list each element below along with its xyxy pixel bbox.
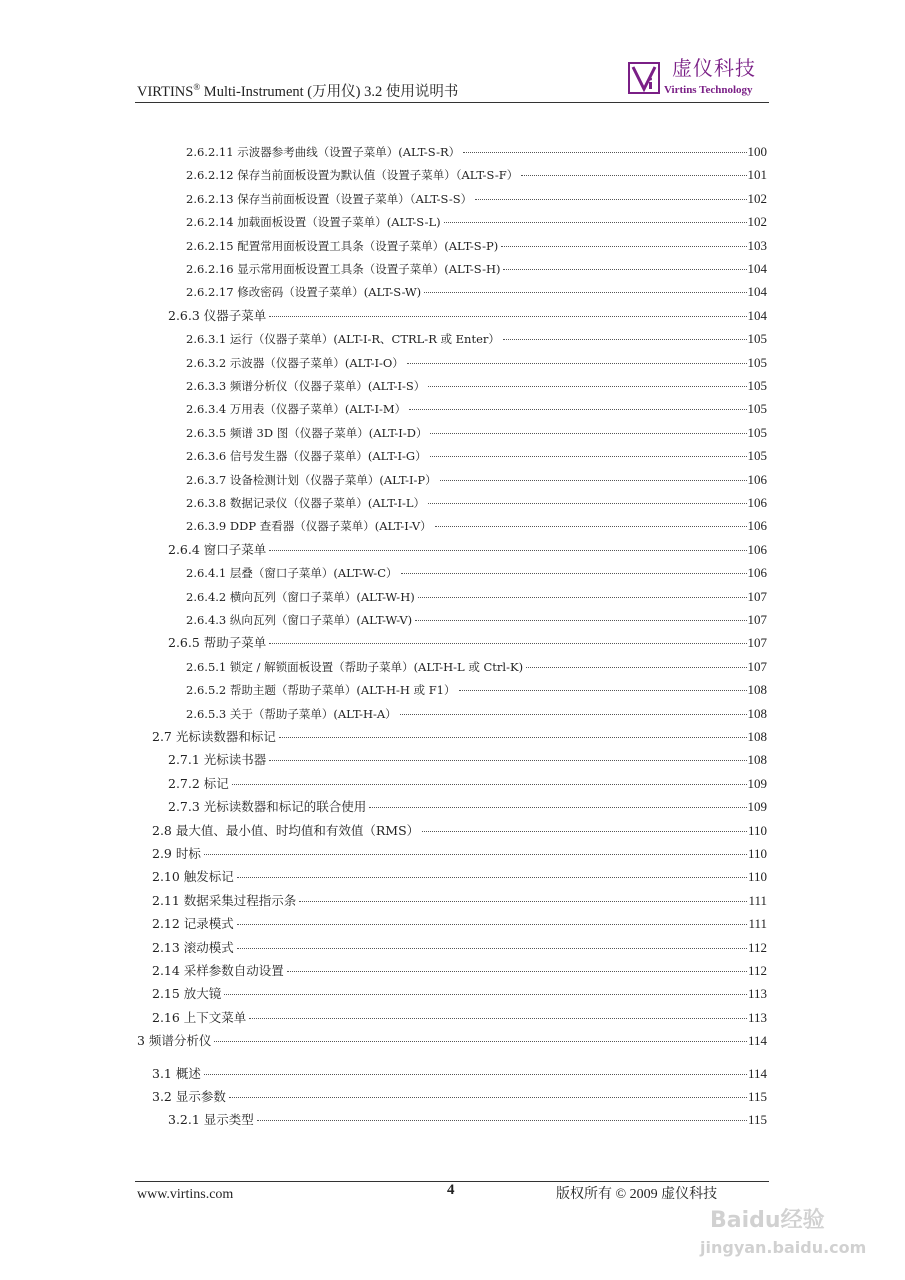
toc-entry-label: 2.6.4.1 层叠（窗口子菜单）(ALT-W-C） <box>186 566 398 581</box>
company-logo <box>628 58 768 100</box>
toc-entry-label: 2.6.3.6 信号发生器（仪器子菜单）(ALT-I-G） <box>186 449 427 464</box>
toc-entry-page: 108 <box>747 682 767 698</box>
dot-leader <box>440 480 747 481</box>
toc-entry-page: 110 <box>747 846 767 861</box>
dot-leader <box>237 924 748 925</box>
toc-entry-page: 107 <box>747 588 767 604</box>
toc-entry-label: 3.1 概述 <box>152 1065 201 1081</box>
dot-leader <box>224 994 747 995</box>
toc-entry-page: 108 <box>747 752 767 768</box>
toc-entry-label: 2.6.3.4 万用表（仪器子菜单）(ALT-I-M） <box>186 402 407 417</box>
toc-entry[interactable] <box>152 866 767 888</box>
toc-entry-page: 106 <box>747 565 767 581</box>
toc-entry-label: 2.14 采样参数自动设置 <box>152 963 284 978</box>
toc-entry-page: 101 <box>747 167 767 183</box>
watermark-logo-text: Baidu经验 <box>710 1208 825 1233</box>
toc-entry-page: 110 <box>747 869 767 885</box>
toc-entry-label: 2.7 光标读数器和标记 <box>152 729 276 744</box>
toc-entry[interactable] <box>168 632 767 654</box>
toc-entry[interactable] <box>152 983 767 1005</box>
dot-leader <box>503 269 746 270</box>
dot-leader <box>214 1041 747 1042</box>
toc-entry[interactable] <box>186 328 767 350</box>
toc-entry[interactable] <box>186 586 767 608</box>
toc-entry-page: 105 <box>747 354 767 370</box>
dot-leader <box>521 175 746 176</box>
dot-leader <box>444 222 747 223</box>
toc-entry-page: 106 <box>747 495 767 510</box>
logo-english-name: Virtins Technology <box>664 84 753 96</box>
toc-entry-label: 2.6.5.2 帮助主题（帮助子菜单）(ALT-H-H 或 F1） <box>186 683 456 698</box>
footer-copyright: 版权所有 © 2009 虚仪科技 <box>556 1187 718 1202</box>
page-number: 4 <box>447 1182 455 1198</box>
toc-entry[interactable] <box>168 539 767 561</box>
toc-entry[interactable] <box>186 352 767 374</box>
dot-leader <box>407 363 747 364</box>
toc-entry-page: 107 <box>747 635 767 651</box>
toc-entry-label: 2.13 滚动模式 <box>152 939 234 955</box>
toc-entry-label: 2.10 触发标记 <box>152 869 234 885</box>
toc-entry[interactable] <box>152 960 767 982</box>
toc-entry[interactable] <box>168 305 767 327</box>
toc-entry-page: 108 <box>747 729 767 744</box>
dot-leader <box>430 433 746 434</box>
toc-entry[interactable] <box>152 1063 767 1085</box>
toc-entry[interactable] <box>186 258 767 280</box>
toc-entry-label: 2.6.3.3 频谱分析仪（仪器子菜单）(ALT-I-S） <box>186 379 426 393</box>
toc-entry-page: 106 <box>747 518 767 534</box>
toc-entry-label: 2.6.3.9 DDP 查看器（仪器子菜单）(ALT-I-V） <box>186 519 432 534</box>
dot-leader <box>299 901 747 902</box>
dot-leader <box>279 737 747 738</box>
toc-entry[interactable] <box>186 422 767 444</box>
toc-entry-page: 111 <box>748 892 767 908</box>
dot-leader <box>204 1074 747 1075</box>
dot-leader <box>422 831 747 832</box>
watermark-url: jingyan.baidu.com <box>700 1238 867 1257</box>
toc-entry-page: 109 <box>747 775 767 791</box>
dot-leader <box>400 714 747 715</box>
dot-leader <box>501 246 746 247</box>
dot-leader <box>459 690 747 691</box>
dot-leader <box>269 760 746 761</box>
toc-entry-label: 2.7.3 光标读数器和标记的联合使用 <box>168 799 367 815</box>
toc-entry-page: 106 <box>747 471 767 487</box>
toc-entry-label: 2.6.2.15 配置常用面板设置工具条（设置子菜单）(ALT-S-P) <box>186 238 499 253</box>
toc-entry-label: 2.6.3 仪器子菜单 <box>168 307 267 323</box>
dot-leader <box>418 597 747 598</box>
toc-entry-label: 3.2 显示参数 <box>152 1089 226 1104</box>
toc-entry-label: 2.12 记录模式 <box>152 916 234 932</box>
toc-entry-page: 111 <box>748 916 767 932</box>
toc-entry-page: 108 <box>747 705 767 721</box>
toc-entry[interactable] <box>152 726 767 748</box>
dot-leader <box>401 573 747 574</box>
toc-entry-label: 2.6.3.2 示波器（仪器子菜单）(ALT-I-O） <box>186 355 404 370</box>
toc-entry-label: 2.6.4.2 横向瓦列（窗口子菜单）(ALT-W-H) <box>186 589 415 604</box>
document-header-title <box>137 80 458 101</box>
dot-leader <box>249 1018 747 1019</box>
toc-entry-page: 102 <box>747 190 767 206</box>
toc-entry-page: 113 <box>747 1009 767 1025</box>
dot-leader <box>269 643 746 644</box>
toc-entry[interactable] <box>168 1109 767 1131</box>
toc-entry[interactable] <box>186 445 767 467</box>
dot-leader <box>428 386 746 387</box>
toc-entry[interactable] <box>168 796 767 818</box>
dot-leader <box>475 199 746 200</box>
toc-entry[interactable] <box>186 188 767 210</box>
toc-entry[interactable] <box>186 679 767 701</box>
toc-entry[interactable] <box>152 937 767 959</box>
toc-entry[interactable] <box>186 562 767 584</box>
toc-entry[interactable] <box>152 820 767 842</box>
toc-entry-label: 2.6.2.11 示波器参考曲线（设置子菜单）(ALT-S-R） <box>186 145 461 159</box>
toc-entry-label: 2.8 最大值、最小值、时均值和有效值（RMS） <box>152 822 420 838</box>
toc-entry[interactable] <box>186 398 767 420</box>
toc-entry[interactable] <box>186 141 767 163</box>
toc-entry-label: 2.6.4.3 纵向瓦列（窗口子菜单）(ALT-W-V) <box>186 613 413 627</box>
dot-leader <box>430 456 747 457</box>
dot-leader <box>369 807 746 808</box>
toc-entry[interactable] <box>152 1007 767 1029</box>
toc-entry-page: 100 <box>747 144 767 159</box>
footer-website: www.virtins.com <box>137 1187 234 1202</box>
dot-leader <box>269 316 746 317</box>
header-brand: VIRTINS <box>137 84 194 100</box>
toc-entry[interactable] <box>186 281 767 303</box>
toc-entry[interactable] <box>186 164 767 186</box>
toc-entry-page: 107 <box>747 612 767 627</box>
toc-entry-label: 2.6.2.16 显示常用面板设置工具条（设置子菜单）(ALT-S-H) <box>186 262 501 276</box>
toc-entry[interactable] <box>186 469 767 491</box>
dot-leader <box>232 784 747 785</box>
toc-entry-label: 2.6.2.13 保存当前面板设置（设置子菜单）（ALT-S-S） <box>186 191 473 206</box>
toc-entry-label: 2.7.2 标记 <box>168 775 229 791</box>
toc-entry-label: 2.6.2.14 加载面板设置（设置子菜单）(ALT-S-L) <box>186 215 441 230</box>
dot-leader <box>424 292 746 293</box>
logo-chinese-name: 虚仪科技 <box>672 56 756 80</box>
toc-entry-page: 112 <box>747 939 767 955</box>
toc-entry-label: 2.6.4 窗口子菜单 <box>168 541 267 557</box>
toc-entry[interactable] <box>152 1086 767 1108</box>
toc-entry-label: 2.6.2.17 修改密码（设置子菜单）(ALT-S-W) <box>186 285 422 300</box>
toc-entry[interactable] <box>168 749 767 771</box>
toc-entry-label: 2.15 放大镜 <box>152 986 222 1002</box>
header-divider <box>135 102 769 103</box>
toc-entry[interactable] <box>186 211 767 233</box>
toc-entry[interactable] <box>186 235 767 257</box>
toc-entry-page: 105 <box>747 378 767 393</box>
dot-leader <box>428 503 746 504</box>
toc-entry-page: 104 <box>747 284 767 300</box>
toc-entry-page: 106 <box>747 541 767 557</box>
dot-leader <box>526 667 746 668</box>
toc-entry-label: 2.6.3.8 数据记录仪（仪器子菜单）(ALT-I-L） <box>186 496 426 510</box>
toc-entry-page: 107 <box>747 658 767 674</box>
toc-entry[interactable] <box>137 1030 767 1052</box>
toc-entry-label: 2.6.5 帮助子菜单 <box>168 635 267 651</box>
dot-leader <box>287 971 747 972</box>
toc-entry[interactable] <box>152 843 767 865</box>
toc-entry-page: 115 <box>747 1089 767 1104</box>
toc-entry[interactable] <box>186 375 767 397</box>
watermark <box>700 1208 880 1268</box>
toc-entry-label: 3.2.1 显示类型 <box>168 1112 254 1128</box>
dot-leader <box>463 152 746 153</box>
toc-entry-page: 109 <box>747 799 767 815</box>
toc-entry[interactable] <box>186 609 767 631</box>
toc-entry-label: 2.11 数据采集过程指示条 <box>152 892 297 908</box>
toc-entry-page: 105 <box>747 448 767 464</box>
logo-mark-icon <box>628 62 660 94</box>
dot-leader <box>503 339 747 340</box>
toc-entry-page: 113 <box>747 986 767 1002</box>
toc-entry-page: 105 <box>747 401 767 417</box>
toc-entry[interactable] <box>168 773 767 795</box>
dot-leader <box>257 1120 747 1121</box>
toc-entry-label: 2.6.5.3 关于（帮助子菜单）(ALT-H-A） <box>186 706 397 721</box>
toc-entry-label: 2.7.1 光标读书器 <box>168 752 267 768</box>
toc-entry-label: 2.6.2.12 保存当前面板设置为默认值（设置子菜单）（ALT-S-F） <box>186 168 519 183</box>
toc-entry-label: 2.16 上下文菜单 <box>152 1009 247 1025</box>
toc-entry-page: 110 <box>747 822 767 838</box>
toc-entry-page: 114 <box>747 1065 767 1081</box>
toc-entry-page: 114 <box>747 1033 767 1049</box>
header-title-rest: Multi-Instrument (万用仪) 3.2 使用说明书 <box>200 84 459 100</box>
toc-entry-label: 2.6.3.5 频谱 3D 图（仪器子菜单）(ALT-I-D） <box>186 425 428 440</box>
dot-leader <box>409 409 746 410</box>
dot-leader <box>415 620 746 621</box>
toc-entry-page: 112 <box>747 963 767 978</box>
toc-entry-page: 105 <box>747 331 767 347</box>
registered-mark: ® <box>193 82 201 93</box>
dot-leader <box>204 854 747 855</box>
toc-entry-page: 104 <box>747 261 767 276</box>
toc-entry-label: 2.6.3.7 设备检测计划（仪器子菜单）(ALT-I-P） <box>186 472 437 487</box>
toc-entry[interactable] <box>152 913 767 935</box>
toc-entry[interactable] <box>152 890 767 912</box>
toc-entry[interactable] <box>186 703 767 725</box>
toc-entry[interactable] <box>186 515 767 537</box>
dot-leader <box>269 550 746 551</box>
toc-entry-label: 2.6.5.1 锁定 / 解锁面板设置（帮助子菜单）(ALT-H-L 或 Ctrl-K) <box>186 659 524 674</box>
dot-leader <box>237 948 747 949</box>
toc-entry-page: 103 <box>747 237 767 253</box>
toc-entry-page: 104 <box>747 307 767 323</box>
toc-entry-page: 102 <box>747 214 767 230</box>
dot-leader <box>435 526 747 527</box>
toc-entry[interactable] <box>186 492 767 514</box>
toc-entry-page: 105 <box>747 424 767 440</box>
toc-entry[interactable] <box>186 656 767 678</box>
toc-entry-label: 2.6.3.1 运行（仪器子菜单）(ALT-I-R、CTRL-R 或 Enter） <box>186 332 500 347</box>
toc-entry-page: 115 <box>747 1112 767 1128</box>
toc-entry-label: 2.9 时标 <box>152 846 201 861</box>
toc-entry-label: 3 频谱分析仪 <box>137 1033 212 1049</box>
dot-leader <box>237 877 747 878</box>
dot-leader <box>229 1097 747 1098</box>
